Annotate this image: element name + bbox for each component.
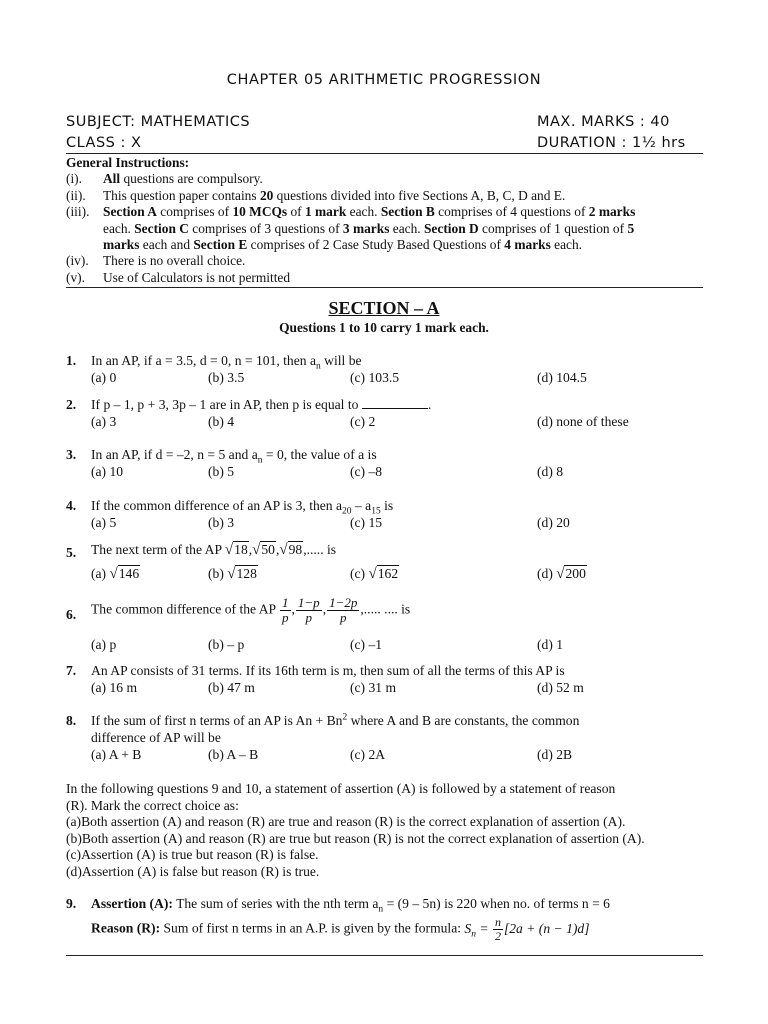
instruction-text: comprises of [156,204,233,220]
option-a: (a) 16 m [91,680,138,695]
question-text-part: will be [320,353,362,368]
option-a: (a) 3 [91,414,117,429]
question-text-part: = (9 – 5n) is 220 when no. of terms n = 6 [383,896,610,911]
general-instructions [66,155,716,286]
reason-statement [91,916,590,943]
instruction-text: Use of Calculators is not permitted [103,269,291,285]
instruction-text: of [287,204,305,220]
option-c: (c) 103.5 [350,370,400,385]
footer-rule [66,955,703,956]
option-a: (a) 10 [91,464,124,479]
instructions-rule [66,287,703,288]
question-number: 2. [66,397,77,412]
instruction-v [66,270,716,286]
option-b: (b) 3 [208,515,235,530]
question-text: The common difference of the AP $\frac{1}{p}$ , $\frac{1-p}{p}$ , $\frac{1-2p}{p}$ ,..... .... is [91,595,411,625]
radicand: 50 [261,542,275,557]
instruction-text: each. [389,220,424,236]
instruction-bold: Section B [380,204,435,220]
option-d: (d) none of these [537,414,629,429]
option-b: (b) A – B [208,747,259,762]
instruction-iv [66,253,716,269]
option-d: (d) 8 [537,464,564,479]
instructions-heading: General Instructions: [66,155,190,170]
question-text [91,397,431,413]
instruction-text: comprises of 4 questions of [434,204,589,220]
instruction-text: comprises of 2 Case Study Based Questions of [247,237,505,253]
option-d: (d) 104.5 [537,370,587,385]
option-a: (a) A + B [91,747,142,762]
radicand: 18 [234,542,248,557]
question-number: 1. [66,353,77,368]
duration-label: DURATION : 1½ hrs [537,135,686,151]
question-text-part: is [380,498,394,513]
subscript: n [257,455,263,466]
instruction-bold: 20 [259,187,274,203]
radicand: 200 [565,566,586,581]
instruction-text: each. [103,220,135,236]
instruction-text: questions are compulsory. [120,171,263,187]
option-c: (c) –8 [350,464,383,479]
instruction-i [66,171,716,187]
question-number: 4. [66,498,77,513]
option-b: (b) 4 [208,414,235,429]
option-b: (b) – p [208,637,245,652]
option-b: (b) 5 [208,464,235,479]
option-a: (a) √146 [91,566,140,582]
instruction-bold: Section C [134,220,189,236]
instruction-line: In the following questions 9 and 10, a statement of assertion (A) is followed by a statement of reason [66,781,616,796]
question-text-part: ,..... .... is [360,601,411,617]
option-b: (b) 3.5 [208,370,245,385]
option-c: (c) 2 [350,414,376,429]
question-text: An AP consists of 31 terms. If its 16th term is m, then sum of all the terms of this AP is [91,663,565,678]
fraction: $\frac{1-2p}{p}$ [329,595,358,625]
question-text-part: ,..... is [303,542,337,557]
instruction-text: comprises of 1 question of [478,220,628,236]
option-a: (a) 5 [91,515,117,530]
answer-blank [362,398,428,409]
question-text: The next term of the AP √18,√50,√98,..... is [91,542,337,558]
choice-a: (a)Both assertion (A) and reason (R) are true and reason (R) is the correct explanation of assertion (A). [66,814,626,830]
option-d: (d) 52 m [537,680,584,695]
question-text [91,447,377,466]
assertion-label: Assertion (A): [91,896,173,911]
instruction-bold: 3 marks [342,220,390,236]
fraction: $\frac{1-p}{p}$ [297,595,320,625]
option-c: (c) 2A [350,747,386,762]
question-number: 7. [66,663,77,678]
question-number: 3. [66,447,77,462]
instruction-num: (v). [66,269,85,285]
question-text-part: The sum of series with the nth term a [172,896,379,911]
option-c: (c) 31 m [350,680,397,695]
instruction-num: (iv). [66,253,89,269]
radical: √98 [279,542,303,558]
instruction-bold: 1 mark [304,204,347,220]
instruction-ii [66,188,716,204]
instruction-num: (iii). [66,204,90,220]
radical: √50 [252,542,275,558]
question-text-part: In an AP, if d = –2, n = 5 and a [91,447,258,462]
instruction-text: each. [346,204,381,220]
instruction-bold: 4 marks [504,237,551,253]
radicand: 98 [288,542,303,557]
instruction-bold: marks [103,237,140,253]
instruction-bold: 10 MCQs [232,204,288,220]
question-text [91,353,362,372]
reason-label: Reason (R): [91,920,161,936]
question-text-part: . [427,397,432,412]
option-d: (d) 20 [537,515,570,530]
question-text-part: = 0, the value of a is [262,447,377,462]
option-b: (b) √128 [208,566,257,582]
question-number: 6. [66,607,77,622]
question-text-part: – a [351,498,372,513]
radical: √18 [224,542,248,558]
section-subtitle: Questions 1 to 10 carry 1 mark each. [279,320,489,335]
option-a: (a) 0 [91,370,117,385]
question-text-line2: difference of AP will be [91,730,221,745]
option-b: (b) 47 m [208,680,255,695]
instruction-num: (ii). [66,187,86,203]
subscript: n [316,361,321,372]
section-title: SECTION – A [328,298,440,318]
instruction-bold: Section E [193,237,248,253]
instruction-bold: 2 marks [588,204,636,220]
instruction-bold: 5 [627,220,635,236]
subscript: 20 [342,506,352,517]
question-number: 5. [66,545,77,560]
instruction-iii [66,204,703,253]
option-d: (d) 1 [537,637,564,652]
question-text-part: where A and B are constants, the common [347,713,580,728]
instruction-num: (i). [66,171,82,187]
question-text-part: In an AP, if a = 3.5, d = 0, n = 101, then a [91,353,316,368]
instruction-text: questions divided into five Sections A, B, C, D and E. [273,187,566,203]
instruction-text: This question paper contains [103,187,260,203]
choice-c: (c)Assertion (A) is true but reason (R) is false. [66,847,319,863]
instruction-bold: Section D [423,220,479,236]
option-c: (c) –1 [350,637,383,652]
question-text [91,498,394,517]
option-c: (c) √162 [350,566,399,582]
page-title: CHAPTER 05 ARITHMETIC PROGRESSION [226,72,542,88]
instruction-text: each. [550,237,583,253]
question-text-part: The common difference of the AP [91,601,279,617]
question-text-part: If the common difference of an AP is 3, then a [91,498,343,513]
question-text-part: If p – 1, p + 3, 3p – 1 are in AP, then p is equal to [91,397,359,412]
question-text [91,713,579,729]
instruction-text: There is no overall choice. [103,253,246,269]
max-marks-label: MAX. MARKS : 40 [537,114,670,130]
header-rule [66,153,703,154]
radicand: 146 [118,566,140,581]
instruction-bold: All [103,171,121,187]
radicand: 162 [377,566,399,581]
subscript: 15 [371,506,381,517]
instruction-text: comprises of 3 questions of [188,220,343,236]
question-text-part: Sum of first n terms in an A.P. is given by the formula: [160,920,465,936]
choice-d: (d)Assertion (A) is false but reason (R) is true. [66,863,320,879]
question-number: 8. [66,713,77,728]
question-text-part: The next term of the AP [91,542,225,557]
superscript: 2 [342,712,348,723]
question-number: 9. [66,896,77,911]
fraction: $\frac{1}{p}$ [282,595,289,625]
option-c: (c) 15 [350,515,383,530]
subscript: n [378,904,384,915]
assertion-statement [91,896,610,915]
option-d: (d) √200 [537,566,586,582]
option-d: (d) 2B [537,747,573,762]
class-label: CLASS : X [66,135,142,151]
formula: $S_n$ = $\frac{n}{2}$ [2a + (n − 1)d] [464,915,590,943]
option-a: (a) p [91,637,117,652]
assertion-instructions [66,781,756,881]
choice-b: (b)Both assertion (A) and reason (R) are true but reason (R) is not the correct explanation of assertion (A). [66,830,645,846]
subject-label: SUBJECT: MATHEMATICS [66,114,251,130]
instruction-bold: Section A [103,204,157,220]
radicand: 128 [236,566,257,581]
question-text-part: If the sum of first n terms of an AP is An + Bn [91,713,343,728]
instruction-line: (R). Mark the correct choice as: [66,797,239,813]
instruction-text: each and [139,237,194,253]
